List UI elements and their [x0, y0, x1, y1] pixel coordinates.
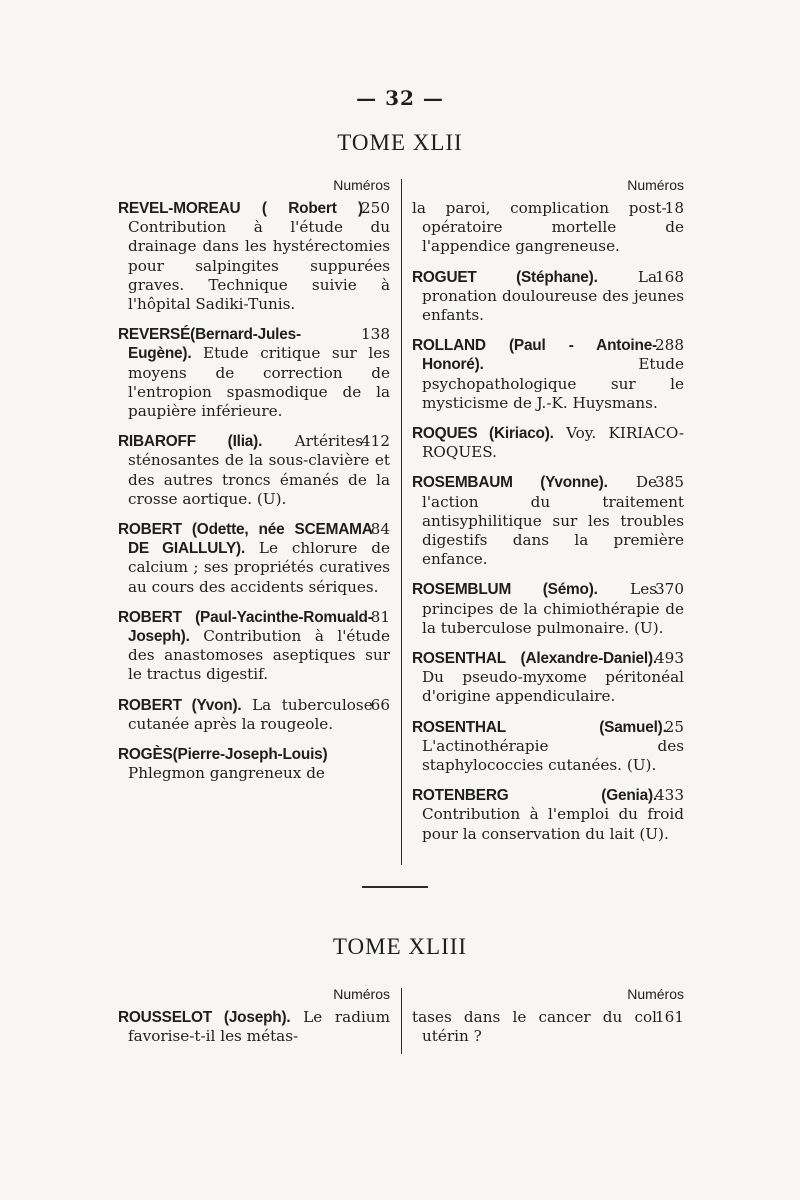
- author-name: ROSENTHAL (Alexandre-Daniel).: [412, 650, 657, 668]
- index-entry: [412, 1008, 684, 1046]
- index-entry: [412, 199, 684, 257]
- author-name: ROGÈS(Pierre-Joseph-Louis): [118, 746, 328, 764]
- author-name: ROSENTHAL (Samuel).: [412, 718, 667, 736]
- thesis-title: Contribution à l'étude des anastomoses aseptiques sur le tractus digestif.: [128, 627, 391, 684]
- index-entry: [412, 473, 684, 569]
- left-column: [118, 175, 390, 794]
- author-name: ROBERT (Yvon).: [118, 696, 242, 714]
- index-entry: [118, 608, 390, 685]
- column-header: Numéros: [627, 986, 684, 1002]
- page-number: — 32 —: [356, 86, 444, 110]
- thesis-title: La tuberculose cutanée après la rougeole.: [128, 695, 373, 733]
- index-entry: [118, 1008, 390, 1046]
- column-rule: [401, 179, 402, 865]
- author-name: REVERSÉ(Bernard-Jules-Eugène).: [118, 326, 301, 363]
- entry-number: 138: [361, 325, 390, 344]
- index-entry: [412, 268, 684, 326]
- tome-heading: TOME XLII: [337, 130, 463, 155]
- thesis-title: De l'action du traitement antisyphilitique sur les troubles digestifs dans la première enfance.: [422, 473, 684, 569]
- index-entry: [412, 424, 684, 462]
- author-name: ROSEMBAUM (Yvonne).: [412, 474, 608, 492]
- thesis-title: la paroi, complication post-opératoire mortelle de l'appendice gangreneuse.: [412, 199, 684, 256]
- thesis-title: Le chlorure de calcium ; ses propriétés curatives au cours des accidents sériques.: [128, 539, 390, 596]
- entry-number: 84: [370, 520, 390, 539]
- author-name: RIBAROFF (Ilia).: [118, 433, 263, 451]
- column-header: Numéros: [627, 177, 684, 193]
- right-column: [412, 175, 684, 855]
- author-name: ROBERT (Odette, née SCEMAMA DE GIALLULY).: [118, 521, 373, 558]
- left-column: [118, 984, 390, 1057]
- tome-section: [118, 175, 684, 865]
- entry-number: 168: [655, 267, 684, 286]
- entry-number: 81: [370, 607, 390, 626]
- index-entry: [118, 520, 390, 597]
- entry-number: 412: [361, 432, 390, 451]
- thesis-title: Etude psychopathologique sur le mysticisme de J.-K. Huysmans.: [422, 355, 684, 412]
- thesis-title: Les principes de la chimiothérapie de la tuberculose pulmonaire. (U).: [422, 580, 684, 637]
- author-name: ROGUET (Stéphane).: [412, 268, 598, 286]
- entry-number: 493: [655, 649, 684, 668]
- column-rule: [401, 988, 402, 1054]
- entry-number: 161: [655, 1008, 684, 1026]
- entry-number: 25: [664, 717, 684, 736]
- entry-number: 288: [655, 336, 684, 355]
- tome-heading: TOME XLIII: [332, 934, 468, 959]
- author-name: ROTENBERG (Genia).: [412, 787, 657, 805]
- author-name: ROLLAND (Paul - Antoine-Honoré).: [412, 337, 657, 374]
- index-entry: [412, 718, 684, 776]
- entry-number: 433: [655, 786, 684, 805]
- index-entry: [412, 580, 684, 638]
- column-header: Numéros: [333, 986, 390, 1002]
- thesis-title: Voy. KIRIACO-ROQUES.: [422, 424, 684, 462]
- index-entry: [412, 786, 684, 844]
- thesis-title: La pronation douloureuse des jeunes enfants.: [422, 267, 684, 325]
- thesis-title: Contribution à l'étude du drainage dans les hystérectomies pour salpingites suppurées graves. Technique suivie à l'hôpital Sadiki-Tunis.: [128, 218, 390, 314]
- author-name: ROBERT (Paul-Yacinthe-Romuald-Joseph).: [118, 608, 373, 646]
- index-entry: [118, 199, 390, 314]
- index-entry: [118, 696, 390, 734]
- entry-number: 370: [655, 580, 684, 599]
- entry-number: 250: [361, 199, 390, 217]
- entry-number: 18: [664, 199, 684, 217]
- index-entry: [118, 745, 390, 783]
- thesis-title: Le radium favorise-t-il les métas-: [128, 1008, 390, 1046]
- thesis-title: Phlegmon gangreneux de: [128, 764, 325, 783]
- thesis-title: Etude critique sur les moyens de correction de l'entropion spasmodique de la paupière inférieure.: [128, 344, 390, 421]
- thesis-title: Du pseudo-myxome péritonéal d'origine appendiculaire.: [422, 668, 684, 706]
- entry-number: 66: [370, 695, 390, 714]
- thesis-title: Artérites sténosantes de la sous-clavière et des autres troncs émanés de la crosse aortique. (U).: [128, 432, 390, 508]
- entry-number: 385: [655, 473, 684, 492]
- section-divider: [362, 886, 428, 888]
- index-entry: [118, 325, 390, 421]
- index-entry: [118, 432, 390, 509]
- index-entry: [412, 336, 684, 413]
- author-name: ROQUES (Kiriaco).: [412, 425, 554, 443]
- author-name: ROUSSELOT (Joseph).: [118, 1009, 291, 1026]
- tome-section: [118, 984, 684, 1054]
- thesis-title: Contribution à l'emploi du froid pour la conservation du lait (U).: [422, 805, 684, 843]
- author-name: ROSEMBLUM (Sémo).: [412, 581, 598, 599]
- thesis-title: tases dans le cancer du col utérin ?: [412, 1008, 657, 1046]
- right-column: [412, 984, 684, 1057]
- author-name: REVEL-MOREAU ( Robert ): [118, 200, 363, 217]
- thesis-title: L'actinothérapie des staphylococcies cutanées. (U).: [422, 736, 684, 775]
- column-header: Numéros: [333, 177, 390, 193]
- index-entry: [412, 649, 684, 707]
